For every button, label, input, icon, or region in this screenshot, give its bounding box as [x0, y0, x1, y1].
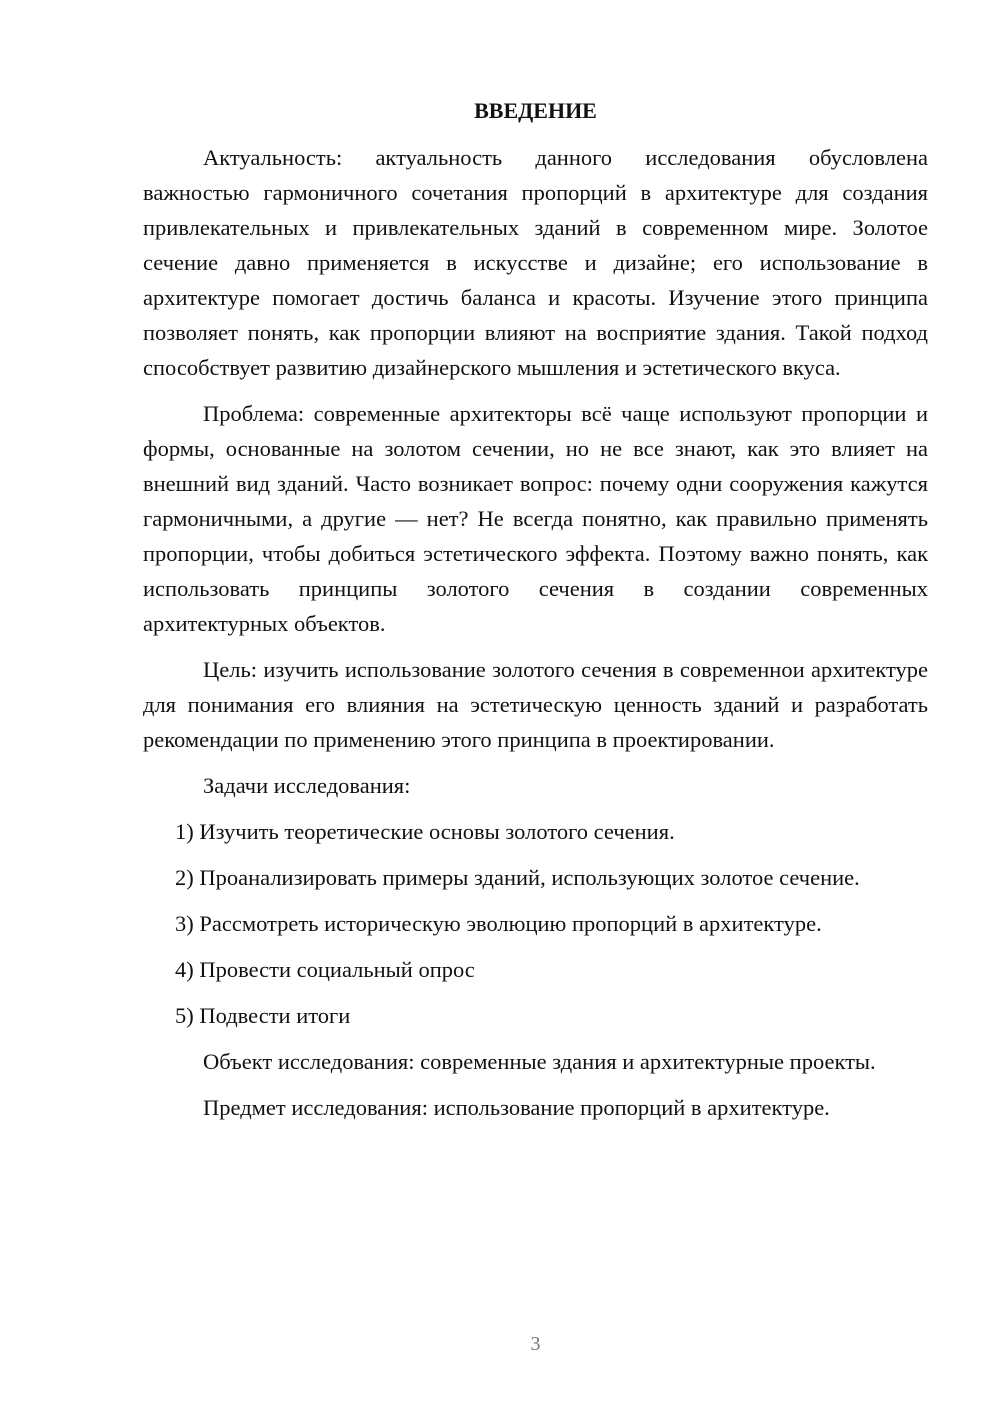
task-item-4: 4) Провести социальный опрос	[175, 957, 475, 982]
task-item-2: 2) Проанализировать примеры зданий, использующих золотое сечение.	[175, 865, 860, 890]
paragraph-problem: Проблема: современные архитекторы всё чаще используют пропорции и формы, основанные на золотом сечении, но не все знают, как это влияет на внешний вид зданий. Часто возникает вопрос: почему одни сооружения кажутся гармоничными, а другие — нет? Не всегда понятно, как правильно применять пропорции, чтобы добиться эстетического эффекта. Поэтому важно понять, как использовать принципы золотого сечения в создании современных архитектурных объектов.	[143, 401, 928, 636]
tasks-heading: Задачи исследования:	[203, 773, 411, 798]
document-page	[143, 96, 928, 1136]
task-item-1: 1) Изучить теоретические основы золотого сечения.	[175, 819, 675, 844]
task-item-5: 5) Подвести итоги	[175, 1003, 351, 1028]
task-item-3: 3) Рассмотреть историческую эволюцию пропорций в архитектуре.	[175, 911, 822, 936]
paragraph-relevance: Актуальность: актуальность данного исследования обусловлена важностью гармоничного сочетания пропорций в архитектуре для создания привлекательных и привлекательных зданий в современном мире. Золотое сечение давно применяется в искусстве и дизайне; его использование в архитектуре помогает достичь баланса и красоты. Изучение этого принципа позволяет понять, как пропорции влияют на восприятие здания. Такой подход способствует развитию дизайнерского мышления и эстетического вкуса.	[143, 145, 928, 380]
page-number: 3	[530, 1333, 541, 1355]
paragraph-goal: Цель: изучить использование золотого сечения в современнои архитектуре для понимания его влияния на эстетическую ценность зданий и разработать рекомендации по применению этого принципа в проектировании.	[143, 657, 928, 752]
paragraph-subject: Предмет исследования: использование пропорций в архитектуре.	[203, 1095, 830, 1120]
page-title: ВВЕДЕНИЕ	[474, 98, 597, 123]
paragraph-object: Объект исследования: современные здания и архитектурные проекты.	[203, 1049, 876, 1074]
